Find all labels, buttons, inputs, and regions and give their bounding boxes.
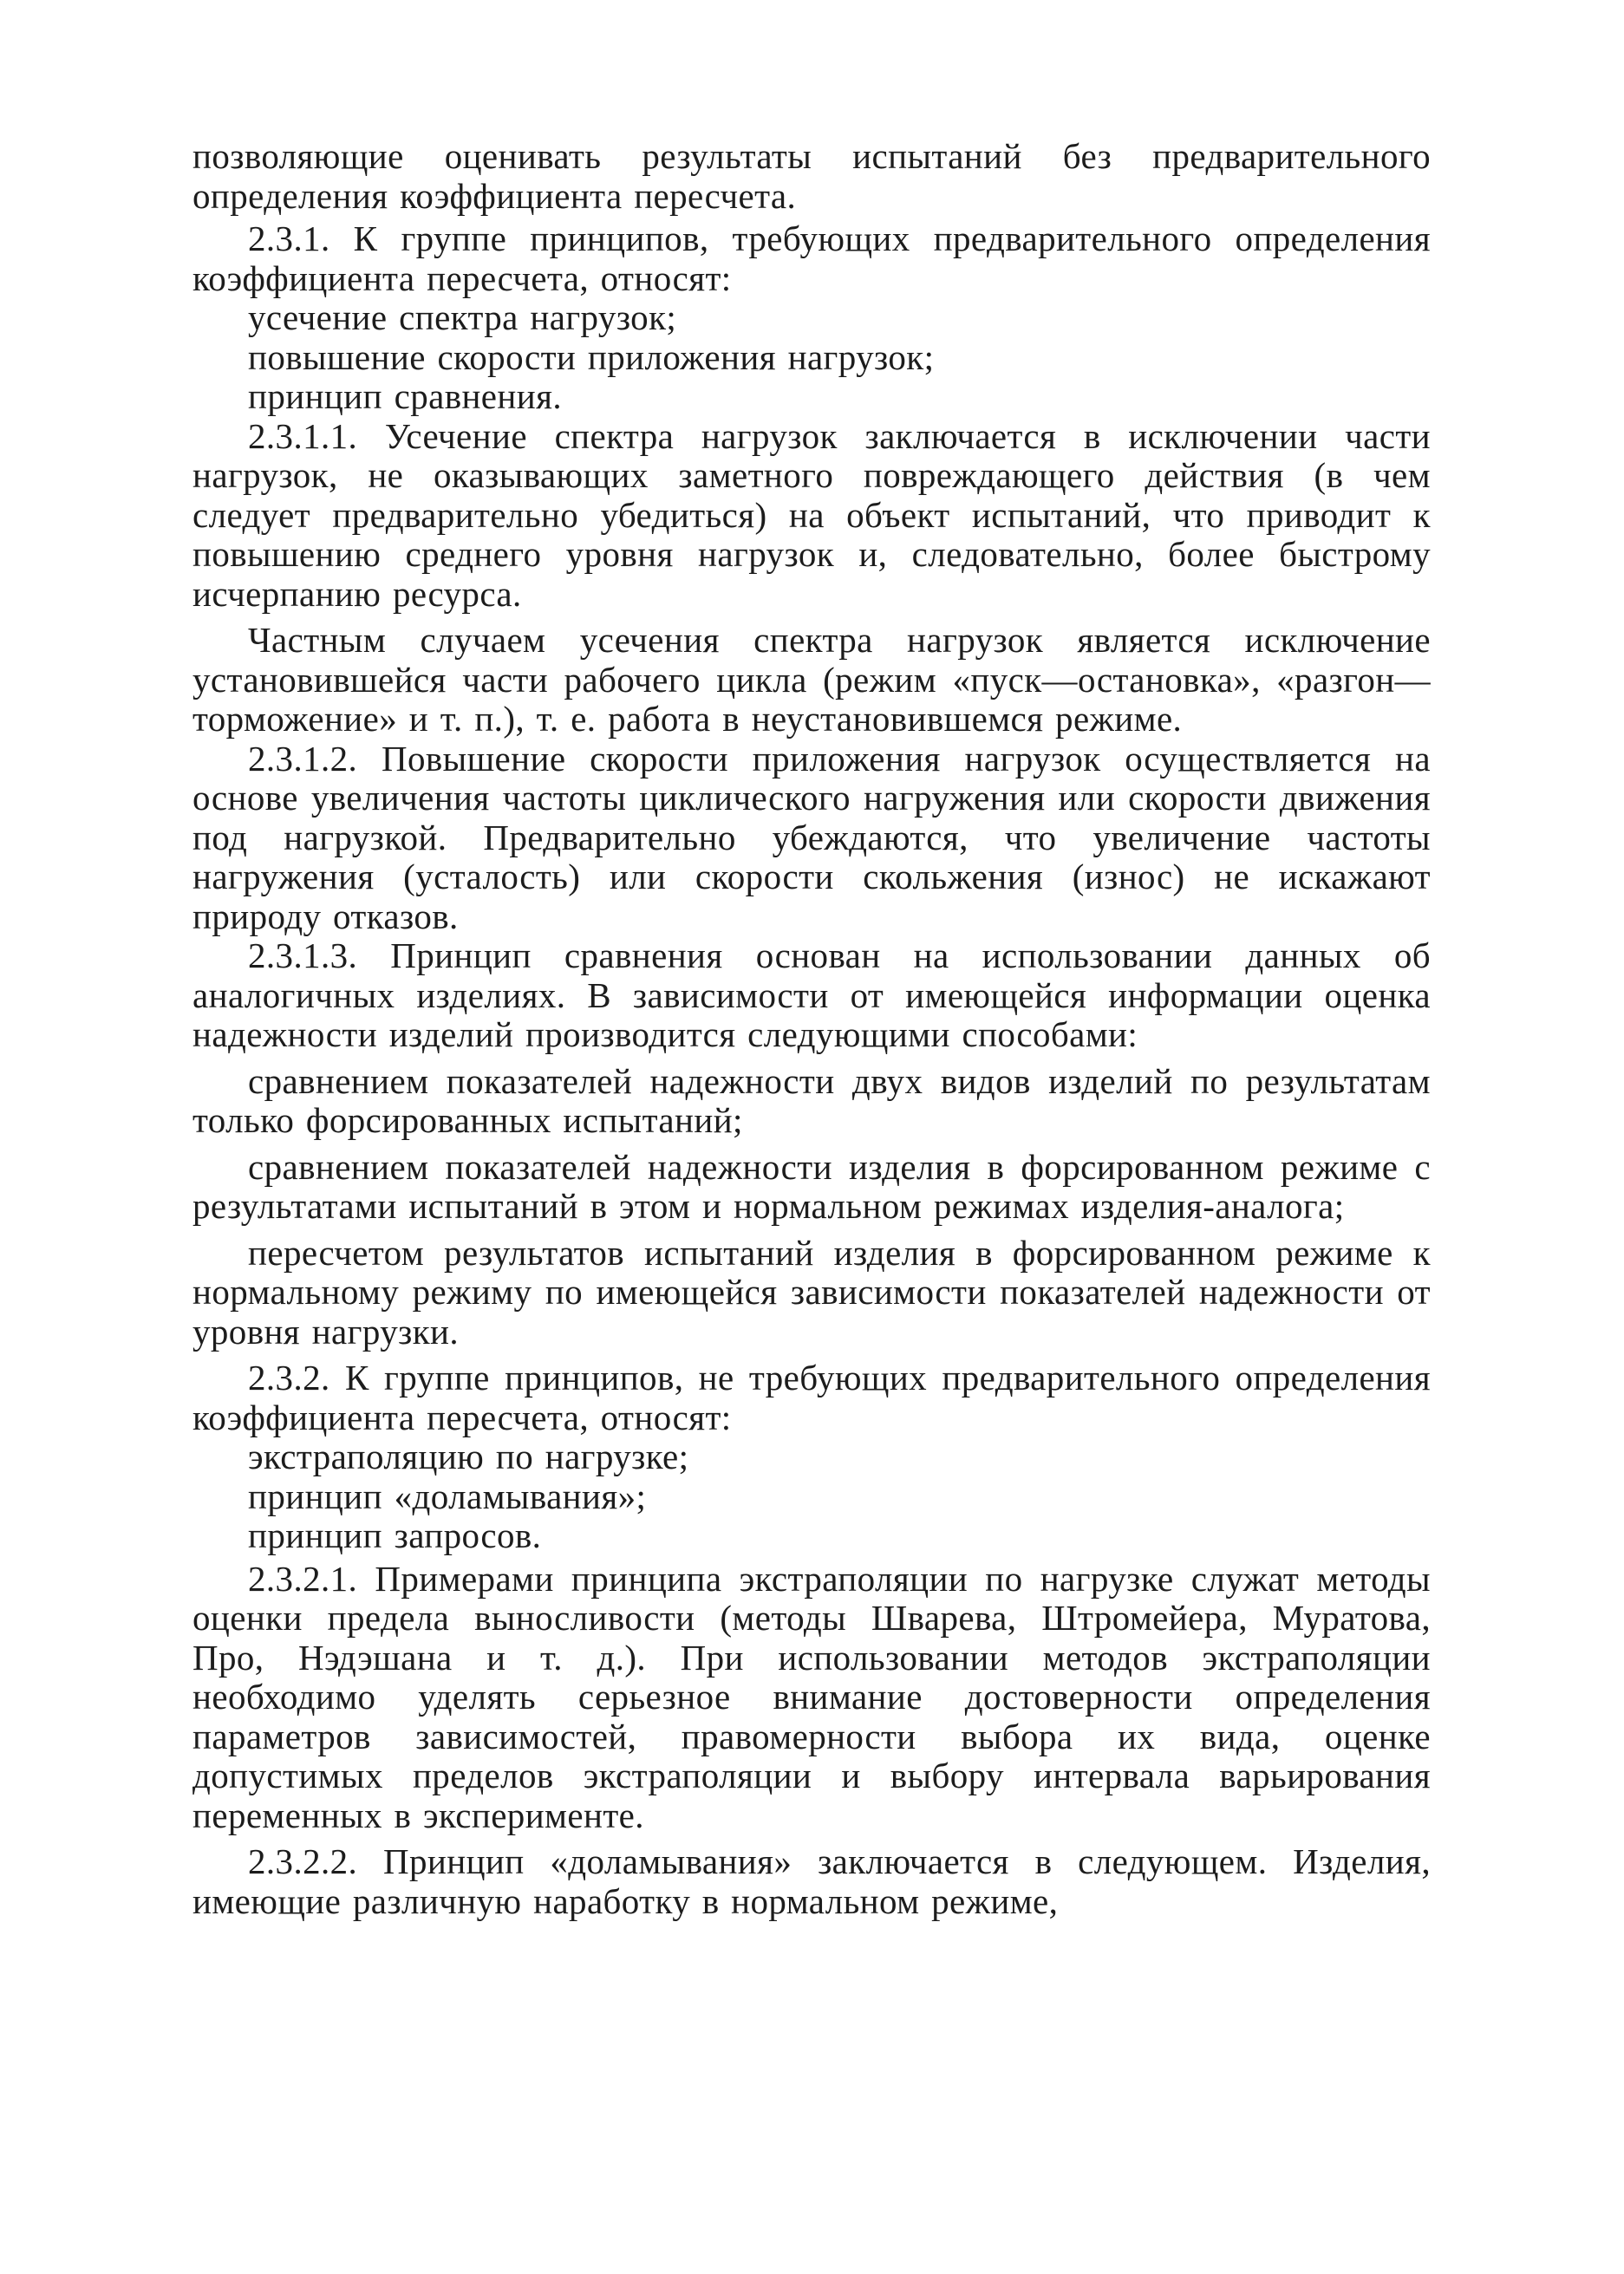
list-item: повышение скорости приложения нагрузок; [248,336,935,377]
paragraph-2-3-2: 2.3.2. К группе принципов, не требующих предварительного определения коэффициента пересчета, относят: [192,1358,1431,1437]
list-item: сравнением показателей надежности изделия в форсированном режиме с результатами испытаний в этом и нормальном режимах изделия-аналога; [192,1146,1431,1226]
paragraph-2-3-1-3: 2.3.1.3. Принцип сравнения основан на использовании данных об аналогичных изделиях. В зависимости от имеющейся информации оценка надежности изделий производится следующими способами: [192,935,1431,1054]
paragraph-2-3-2-1: 2.3.2.1. Примерами принципа экстраполяции по нагрузке служат методы оценки предела выносливости (методы Шварева, Штромейера, Муратова, Про, Нэдэшана и т. д.). При использовании методов экстраполяции необходимо уделять серьезное внимание достоверности определения параметров зависимостей, правомерности выбора их вида, оценке допустимых пределов экстраполяции и выбору интервала варьирования переменных в эксперименте. [192,1558,1431,1835]
paragraph-2-3-1-2: 2.3.1.2. Повышение скорости приложения нагрузок осуществляется на основе увеличения частоты циклического нагружения или скорости движения под нагрузкой. Предварительно убеждаются, что увеличение частоты нагружения (усталость) или скорости скольжения (износ) не искажают природу отказов. [192,738,1431,936]
list-item: усечение спектра нагрузок; [248,297,677,337]
paragraph-2-3-1-1: 2.3.1.1. Усечение спектра нагрузок заключается в исключении части нагрузок, не оказывающих заметного повреждающего действия (в чем следует предварительно убедиться) на объект испытаний, что приводит к повышению среднего уровня нагрузок и, следовательно, более быстрому исчерпанию ресурса. [192,415,1431,614]
paragraph-2-3-1: 2.3.1. К группе принципов, требующих предварительного определения коэффициента пересчета, относят: [192,218,1431,298]
list-item: сравнением показателей надежности двух видов изделий по результатам только форсированных испытаний; [192,1060,1431,1140]
list-item: принцип запросов. [248,1515,542,1555]
list-item: принцип «доламывания»; [248,1476,647,1516]
document-page [192,137,1431,1921]
list-item: пересчетом результатов испытаний изделия в форсированном режиме к нормальному режиму по имеющейся зависимости показателей надежности от уровня нагрузки. [192,1232,1431,1352]
list-item: экстраполяцию по нагрузке; [248,1437,689,1476]
paragraph-intro: позволяющие оценивать результаты испытаний без предварительного определения коэффициента пересчета. [192,136,1431,216]
list-item: принцип сравнения. [248,376,562,416]
paragraph-special-case: Частным случаем усечения спектра нагрузок является исключение установившейся части рабочего цикла (режим «пуск—остановка», «разгон—торможение» и т. п.), т. е. работа в неустановившемся режиме. [192,620,1431,739]
paragraph-2-3-2-2: 2.3.2.2. Принцип «доламывания» заключается в следующем. Изделия, имеющие различную наработку в нормальном режиме, [192,1841,1431,1921]
